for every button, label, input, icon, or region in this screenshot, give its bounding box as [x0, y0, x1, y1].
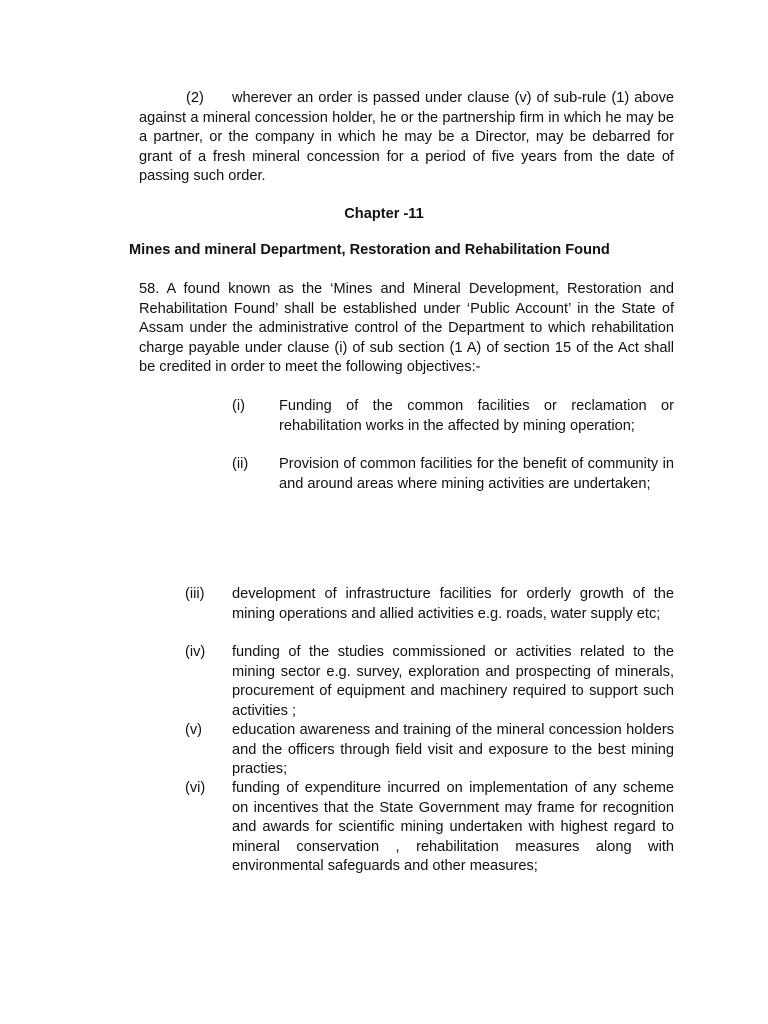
objective-text: funding of expenditure incurred on implementation of any scheme on incentives that the State Government may frame for recognition and awards for scientific mining undertaken with highest regard to mineral conservation , rehabilitation measures along with environmental safeguards and other measures; — [232, 780, 674, 874]
paragraph-number: (2) — [186, 90, 204, 106]
objective-text: funding of the studies commissioned or activities related to the mining sector e.g. survey, exploration and prospecting of minerals, procurement of equipment and machinery required to support such activities ; — [232, 644, 674, 719]
objective-number: (i) — [232, 398, 245, 414]
objective-text: development of infrastructure facilities for orderly growth of the mining operations and allied activities e.g. roads, water supply etc; — [232, 586, 674, 622]
objective-text: Funding of the common facilities or reclamation or rehabilitation works in the affected by mining operation; — [279, 398, 674, 434]
objective-text: Provision of common facilities for the benefit of community in and around areas where mining activities are undertaken; — [279, 456, 674, 492]
section-heading: Mines and mineral Department, Restoration and Rehabilitation Found — [129, 242, 610, 258]
chapter-title — [0, 205, 768, 225]
objective-number: (ii) — [232, 456, 249, 472]
paragraph-58: 58. A found known as the ‘Mines and Mineral Development, Restoration and Rehabilitation Found’ shall be established under ‘Public Account’ in the State of Assam under the administrative control of the Department to which rehabilitation charge payable under clause (i) of sub section (1 A) of section 15 of the Act shall be credited in order to meet the following objectives:- — [139, 281, 674, 375]
objective-number: (iv) — [185, 644, 206, 660]
paragraph-text: wherever an order is passed under clause (v) of sub-rule (1) above against a mineral concession holder, he or the partnership firm in which he may be a partner, or the company in which he may be a Director, may be debarred for grant of a fresh mineral concession for a period of five years from the date of passing such order. — [139, 90, 674, 184]
objective-number: (vi) — [185, 780, 206, 796]
objective-number: (v) — [185, 722, 203, 738]
chapter-title-text: Chapter -11 — [344, 206, 424, 222]
objective-number: (iii) — [185, 586, 205, 602]
paragraph-2 — [139, 89, 674, 187]
objective-text: education awareness and training of the mineral concession holders and the officers through field visit and exposure to the best mining practies; — [232, 722, 674, 777]
